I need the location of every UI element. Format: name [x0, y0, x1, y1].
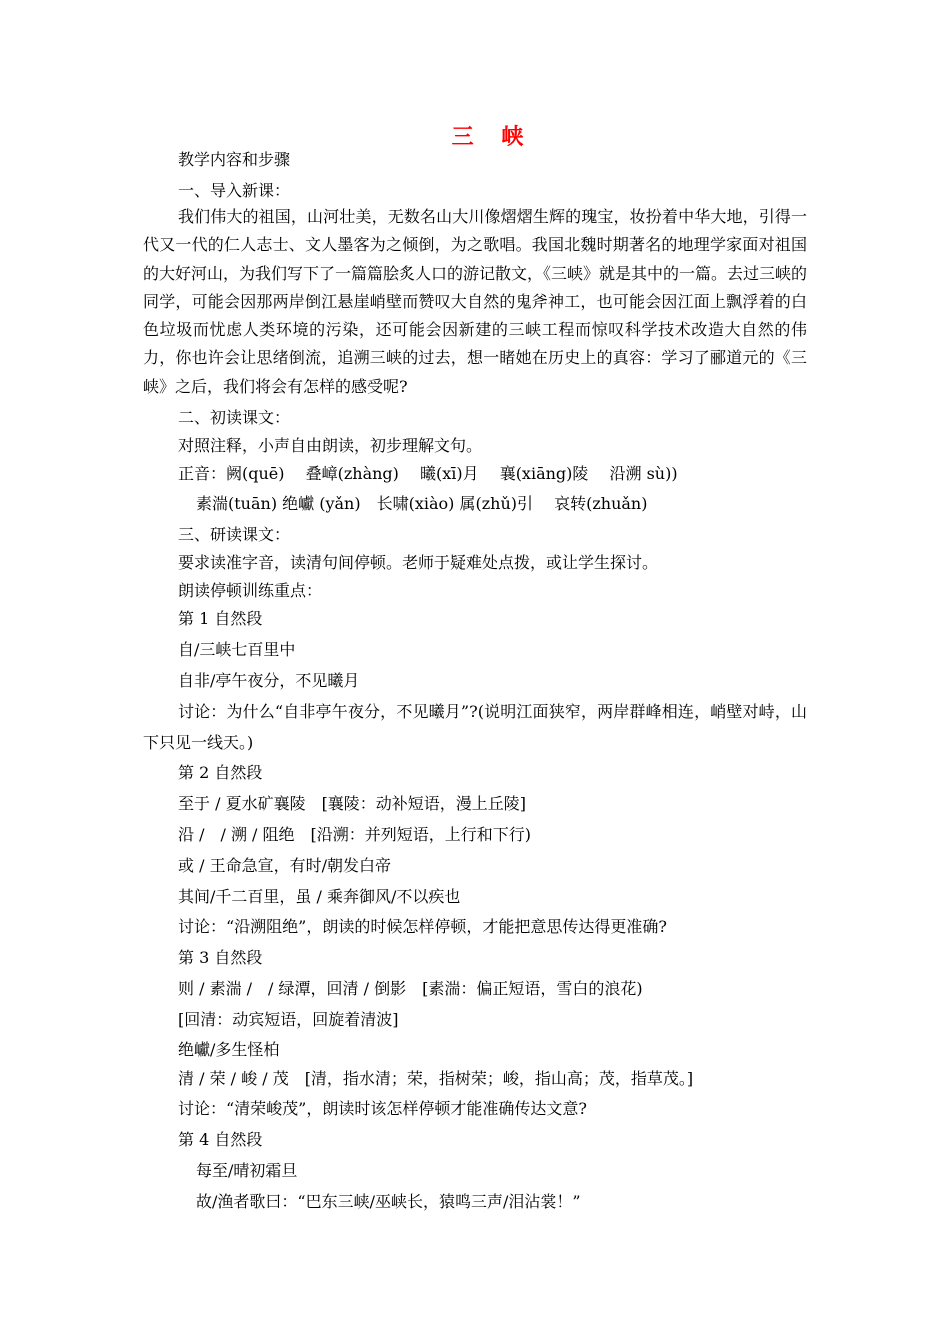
text-line: 至于 / 夏水矿襄陵 [襄陵：动补短语，漫上丘陵]: [178, 794, 527, 813]
pronunciation-line-1: 正音：阙(quē) 叠嶂(zhàng) 曦(xī)月 襄(xiāng)陵 沿溯 sù)): [178, 464, 678, 483]
text-line: 讨论：“沿溯阻绝”，朗读的时候怎样停顿，才能把意思传达得更准确?: [178, 917, 667, 936]
text-line: 沿 / / 溯 / 阻绝 [沿溯：并列短语，上行和下行): [178, 825, 532, 844]
paragraph-label: 第 3 自然段: [178, 948, 263, 967]
paragraph-label: 第 2 自然段: [178, 763, 263, 782]
text-line: 其间/千二百里，虽 / 乘奔御风/不以疾也: [178, 887, 461, 906]
section-heading-3: 三、研读课文：: [178, 525, 291, 544]
page-title: 三 峡: [451, 124, 534, 150]
text-line: 朗读停顿训练重点：: [178, 581, 323, 600]
section-heading-2: 二、初读课文：: [178, 408, 291, 427]
text-line: 故/渔者歌曰：“巴东三峡/巫峡长，猿鸣三声/泪沾裳！”: [196, 1192, 581, 1211]
text-line: 清 / 荣 / 峻 / 茂 [清，指水清；荣，指树荣；峻，指山高；茂，指草茂。]: [178, 1069, 694, 1088]
discussion-paragraph: 讨论：为什么“自非亭午夜分，不见曦月”?(说明江面狭窄，两岸群峰相连，峭壁对峙，山下只见一线天。): [143, 702, 807, 752]
text-line: [回清：动宾短语，回旋着清波]: [178, 1010, 399, 1029]
text-line: 绝巘/多生怪柏: [178, 1040, 280, 1059]
text-line: 要求读准字音，读清句间停顿。老师于疑难处点拨，或让学生探讨。: [178, 553, 659, 572]
intro-paragraph: 我们伟大的祖国，山河壮美，无数名山大川像熠熠生辉的瑰宝，妆扮着中华大地，引得一代又一代的仁人志士、文人墨客为之倾倒，为之歌唱。我国北魏时期著名的地理学家面对祖国的大好河山，为我们写下了一篇篇脍炙人口的游记散文，《三峡》就是其中的一篇。去过三峡的同学，可能会因那两岸倒江悬崖峭壁而赞叹大自然的鬼斧神工，也可能会因江面上飘浮着的白色垃圾而忧虑人类环境的污染，还可能会因新建的三峡工程而惊叹科学技术改造大自然的伟力，你也许会让思绪倒流，追溯三峡的过去，想一睹她在历史上的真容：学习了郦道元的《三峡》之后，我们将会有怎样的感受呢?: [143, 207, 808, 396]
text-line: 自非/亭午夜分，不见曦月: [178, 671, 360, 690]
paragraph-label: 第 4 自然段: [178, 1130, 263, 1149]
section-heading-contents: 教学内容和步骤: [178, 150, 291, 169]
text-line: 自/三峡七百里中: [178, 640, 296, 659]
section-heading-1: 一、导入新课：: [178, 181, 291, 200]
text-line: 讨论：“清荣峻茂”，朗读时该怎样停顿才能准确传达文意?: [178, 1099, 587, 1118]
text-line: 则 / 素湍 / / 绿潭，回清 / 倒影 [素湍：偏正短语，雪白的浪花): [178, 979, 643, 998]
text-line: 对照注释，小声自由朗读，初步理解文句。: [178, 436, 483, 455]
text-line: 每至/晴初霜旦: [196, 1161, 298, 1180]
pronunciation-line-2: 素湍(tuān) 绝巘 (yǎn) 长啸(xiào) 属(zhǔ)引 哀转(zhuǎn): [196, 494, 648, 513]
paragraph-label: 第 1 自然段: [178, 609, 263, 628]
text-line: 或 / 王命急宣，有时/朝发白帝: [178, 856, 391, 875]
